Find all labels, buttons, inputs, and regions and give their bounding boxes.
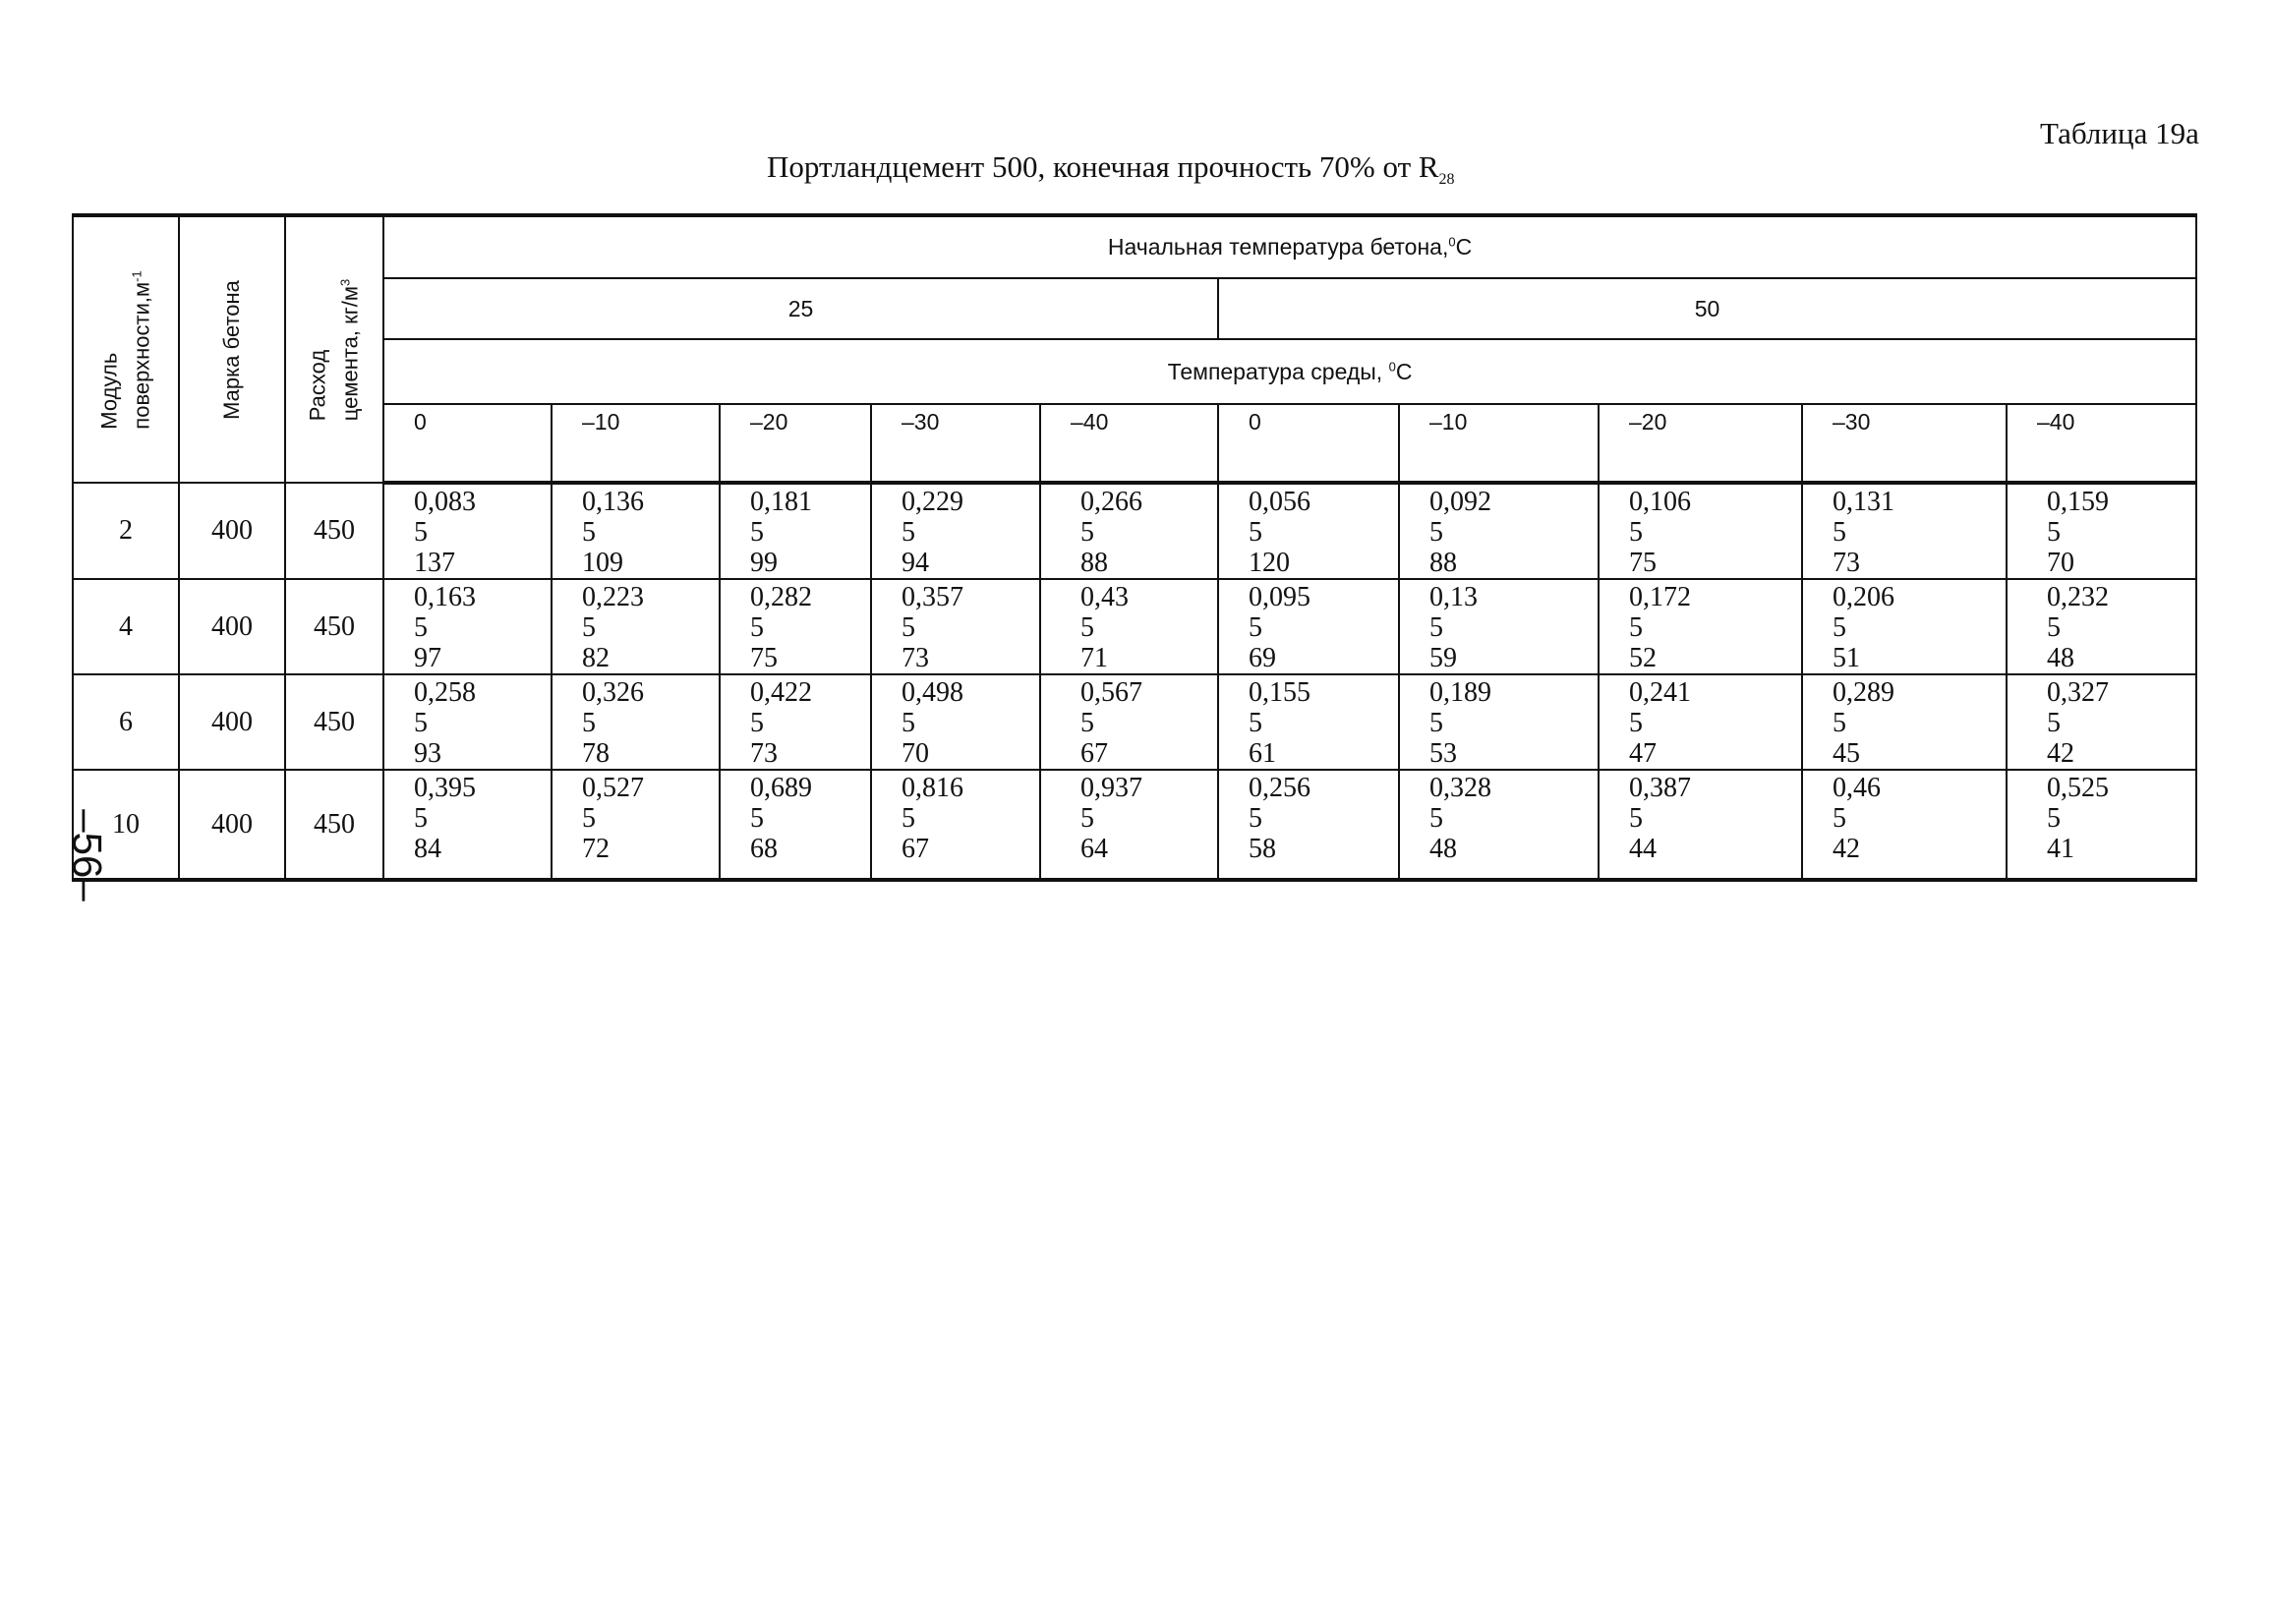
cell-line: 0,056 <box>1249 487 1310 517</box>
header-group-25: 25 <box>383 278 1218 339</box>
cell-line: 5 <box>582 708 596 738</box>
cell-line: 42 <box>2047 738 2074 769</box>
cell-line: 0,181 <box>750 487 812 517</box>
header-environment-temperature: Температура среды, $^0$С <box>383 339 2196 404</box>
table-row <box>73 483 2196 579</box>
cell-line: 0,095 <box>1249 582 1310 612</box>
data-cell <box>383 770 552 880</box>
cell-line: 73 <box>902 643 929 673</box>
temp-header: –10 <box>1399 404 1599 483</box>
header-group-50: 50 <box>1218 278 2196 339</box>
cell-line: 42 <box>1833 834 1860 864</box>
cell-line: 0,131 <box>1833 487 1894 517</box>
data-cell <box>871 579 1040 674</box>
cell-line: 82 <box>582 643 610 673</box>
cell-line: 59 <box>1429 643 1457 673</box>
cell-line: 71 <box>1080 643 1108 673</box>
cell-line: 0,816 <box>902 773 963 803</box>
header-surface-modulus-sup: -1 <box>129 269 145 282</box>
cell-line: 5 <box>2047 708 2061 738</box>
data-cell <box>720 770 871 880</box>
row-cement: 450 <box>285 674 383 770</box>
cell-line: 0,46 <box>1833 773 1881 803</box>
header-surface-modulus-line1: Модуль <box>96 352 122 430</box>
cell-line: 53 <box>1429 738 1457 769</box>
table-row <box>73 579 2196 674</box>
data-cell <box>1040 483 1218 579</box>
table-label: Таблица 19а <box>2040 116 2199 150</box>
cell-line: 99 <box>750 548 778 578</box>
cell-line: 5 <box>1080 612 1094 643</box>
temp-header: –20 <box>720 404 871 483</box>
cell-line: 70 <box>2047 548 2074 578</box>
cell-line: 0,13 <box>1429 582 1478 612</box>
cell-line: 5 <box>1429 803 1443 834</box>
temp-header: –10 <box>552 404 720 483</box>
cell-line: 45 <box>1833 738 1860 769</box>
data-rows <box>73 483 2196 880</box>
row-grade: 400 <box>179 483 285 579</box>
cell-line: 137 <box>414 548 455 578</box>
cell-line: 5 <box>1629 803 1643 834</box>
data-cell <box>720 579 871 674</box>
cell-line: 75 <box>1629 548 1657 578</box>
data-cell <box>1802 674 2007 770</box>
cell-line: 88 <box>1080 548 1108 578</box>
cell-line: 5 <box>1080 517 1094 548</box>
cell-line: 0,223 <box>582 582 644 612</box>
data-cell <box>383 483 552 579</box>
cell-line: 58 <box>1249 834 1276 864</box>
cell-line: 0,689 <box>750 773 812 803</box>
header-surface-modulus <box>73 215 179 483</box>
cell-line: 78 <box>582 738 610 769</box>
cell-line: 67 <box>902 834 929 864</box>
row-modulus: 6 <box>73 674 179 770</box>
row-cement: 450 <box>285 483 383 579</box>
header-initial-temperature: Начальная температура бетона,$^0$С <box>383 215 2196 278</box>
data-cell <box>1599 674 1802 770</box>
data-cell <box>1040 579 1218 674</box>
data-cell <box>1218 483 1399 579</box>
cell-line: 5 <box>902 708 915 738</box>
cell-line: 5 <box>2047 612 2061 643</box>
cell-line: 120 <box>1249 548 1290 578</box>
data-cell <box>1218 770 1399 880</box>
cell-line: 5 <box>902 612 915 643</box>
row-grade: 400 <box>179 579 285 674</box>
cell-line: 5 <box>750 708 764 738</box>
cell-line: 5 <box>414 612 428 643</box>
data-cell <box>1599 579 1802 674</box>
cell-line: 0,937 <box>1080 773 1142 803</box>
cell-line: 67 <box>1080 738 1108 769</box>
data-cell <box>2007 674 2196 770</box>
cell-line: 0,289 <box>1833 677 1894 708</box>
page-number-text: –56– <box>65 809 111 901</box>
cell-line: 0,498 <box>902 677 963 708</box>
cell-line: 0,189 <box>1429 677 1491 708</box>
cell-line: 0,357 <box>902 582 963 612</box>
cell-line: 0,326 <box>582 677 644 708</box>
header-surface-modulus-line2: $поверхности,м^{-1}$ <box>129 269 154 430</box>
cell-line: 0,256 <box>1249 773 1310 803</box>
data-cell <box>720 674 871 770</box>
title-text: Портландцемент 500, конечная прочность 70% от R <box>767 149 1439 184</box>
data-cell <box>871 483 1040 579</box>
cell-line: 5 <box>582 517 596 548</box>
header-cement-consumption-line1: Расход <box>305 349 330 421</box>
cell-line: 5 <box>1080 708 1094 738</box>
cell-line: 0,136 <box>582 487 644 517</box>
cell-line: 97 <box>414 643 441 673</box>
row-grade: 400 <box>179 674 285 770</box>
data-cell <box>1218 579 1399 674</box>
cell-line: 0,422 <box>750 677 812 708</box>
row-cement: 450 <box>285 770 383 880</box>
cell-line: 5 <box>582 612 596 643</box>
cell-line: 5 <box>1249 517 1262 548</box>
cell-line: 0,155 <box>1249 677 1310 708</box>
table-row <box>73 674 2196 770</box>
cell-line: 5 <box>1080 803 1094 834</box>
table-row <box>73 770 2196 880</box>
row-modulus: 2 <box>73 483 179 579</box>
data-cell <box>720 483 871 579</box>
cell-line: 94 <box>902 548 929 578</box>
row-modulus: 10 <box>73 770 179 880</box>
cell-line: 5 <box>1249 708 1262 738</box>
temp-header: –30 <box>1802 404 2007 483</box>
cell-line: 61 <box>1249 738 1276 769</box>
cell-line: 5 <box>1833 803 1846 834</box>
cell-line: 0,083 <box>414 487 476 517</box>
cell-line: 5 <box>750 803 764 834</box>
cell-line: 0,567 <box>1080 677 1142 708</box>
cell-line: 0,527 <box>582 773 644 803</box>
cell-line: 5 <box>1249 612 1262 643</box>
data-cell <box>383 579 552 674</box>
cell-line: 48 <box>1429 834 1457 864</box>
cell-line: 5 <box>2047 517 2061 548</box>
cell-line: 5 <box>1833 612 1846 643</box>
header-cement-consumption-line2: цемента, $кг/м^3$ <box>337 278 363 421</box>
data-cell <box>1599 770 1802 880</box>
row-cement: 450 <box>285 579 383 674</box>
data-cell <box>1399 579 1599 674</box>
cell-line: 0,241 <box>1629 677 1691 708</box>
cell-line: 5 <box>2047 803 2061 834</box>
data-cell <box>2007 770 2196 880</box>
cell-line: 52 <box>1629 643 1657 673</box>
temp-header: –40 <box>1040 404 1218 483</box>
cell-line: 47 <box>1629 738 1657 769</box>
cell-line: 73 <box>1833 548 1860 578</box>
cell-line: 5 <box>1629 612 1643 643</box>
data-cell <box>1040 770 1218 880</box>
data-table <box>72 213 2197 882</box>
cell-line: 5 <box>1249 803 1262 834</box>
cell-line: 109 <box>582 548 623 578</box>
cell-line: 5 <box>582 803 596 834</box>
cell-line: 0,106 <box>1629 487 1691 517</box>
data-cell <box>1599 483 1802 579</box>
data-cell <box>1399 483 1599 579</box>
row-modulus: 4 <box>73 579 179 674</box>
data-cell <box>1040 674 1218 770</box>
data-cell <box>1802 483 2007 579</box>
cell-line: 0,172 <box>1629 582 1691 612</box>
header-concrete-grade <box>179 215 285 483</box>
cell-line: 0,206 <box>1833 582 1894 612</box>
data-cell <box>552 770 720 880</box>
cell-line: 5 <box>1833 517 1846 548</box>
data-cell <box>871 674 1040 770</box>
cell-line: 5 <box>1429 612 1443 643</box>
data-cell <box>552 483 720 579</box>
header-cement-consumption-sup: 3 <box>337 278 353 286</box>
temp-header: –20 <box>1599 404 1802 483</box>
data-cell <box>2007 579 2196 674</box>
cell-line: 0,282 <box>750 582 812 612</box>
data-cell <box>1218 674 1399 770</box>
cell-line: 88 <box>1429 548 1457 578</box>
cell-line: 0,395 <box>414 773 476 803</box>
row-grade: 400 <box>179 770 285 880</box>
cell-line: 75 <box>750 643 778 673</box>
cell-line: 0,159 <box>2047 487 2109 517</box>
temp-header: –40 <box>2007 404 2196 483</box>
cell-line: 44 <box>1629 834 1657 864</box>
data-cell <box>2007 483 2196 579</box>
data-cell <box>1802 579 2007 674</box>
cell-line: 5 <box>414 803 428 834</box>
temp-header: 0 <box>1218 404 1399 483</box>
cell-line: 0,387 <box>1629 773 1691 803</box>
cell-line: 84 <box>414 834 441 864</box>
cell-line: 93 <box>414 738 441 769</box>
cell-line: 68 <box>750 834 778 864</box>
cell-line: 0,232 <box>2047 582 2109 612</box>
cell-line: 0,163 <box>414 582 476 612</box>
cell-line: 69 <box>1249 643 1276 673</box>
data-cell <box>383 674 552 770</box>
data-cell <box>871 770 1040 880</box>
data-cell <box>1399 674 1599 770</box>
cell-line: 5 <box>902 517 915 548</box>
cell-line: 5 <box>1629 517 1643 548</box>
cell-line: 73 <box>750 738 778 769</box>
cell-line: 5 <box>1429 708 1443 738</box>
cell-line: 48 <box>2047 643 2074 673</box>
data-cell <box>552 674 720 770</box>
cell-line: 0,328 <box>1429 773 1491 803</box>
header-cement-consumption <box>285 215 383 483</box>
data-cell <box>1802 770 2007 880</box>
cell-line: 5 <box>902 803 915 834</box>
title-subscript: 28 <box>1438 171 1455 189</box>
cell-line: 0,229 <box>902 487 963 517</box>
cell-line: 0,327 <box>2047 677 2109 708</box>
cell-line: 5 <box>1429 517 1443 548</box>
cell-line: 5 <box>1833 708 1846 738</box>
cell-line: 0,092 <box>1429 487 1491 517</box>
cell-line: 5 <box>750 517 764 548</box>
cell-line: 0,43 <box>1080 582 1129 612</box>
cell-line: 0,525 <box>2047 773 2109 803</box>
cell-line: 5 <box>414 708 428 738</box>
temp-header: 0 <box>383 404 552 483</box>
cell-line: 51 <box>1833 643 1860 673</box>
cell-line: 5 <box>750 612 764 643</box>
cell-line: 72 <box>582 834 610 864</box>
document-title <box>767 149 1632 189</box>
cell-line: 70 <box>902 738 929 769</box>
data-cell <box>552 579 720 674</box>
temp-header: –30 <box>871 404 1040 483</box>
header-concrete-grade-label: Марка бетона <box>219 279 244 420</box>
cell-line: 41 <box>2047 834 2074 864</box>
cell-line: 64 <box>1080 834 1108 864</box>
cell-line: 0,266 <box>1080 487 1142 517</box>
cell-line: 0,258 <box>414 677 476 708</box>
data-cell <box>1399 770 1599 880</box>
cell-line: 5 <box>1629 708 1643 738</box>
cell-line: 5 <box>414 517 428 548</box>
